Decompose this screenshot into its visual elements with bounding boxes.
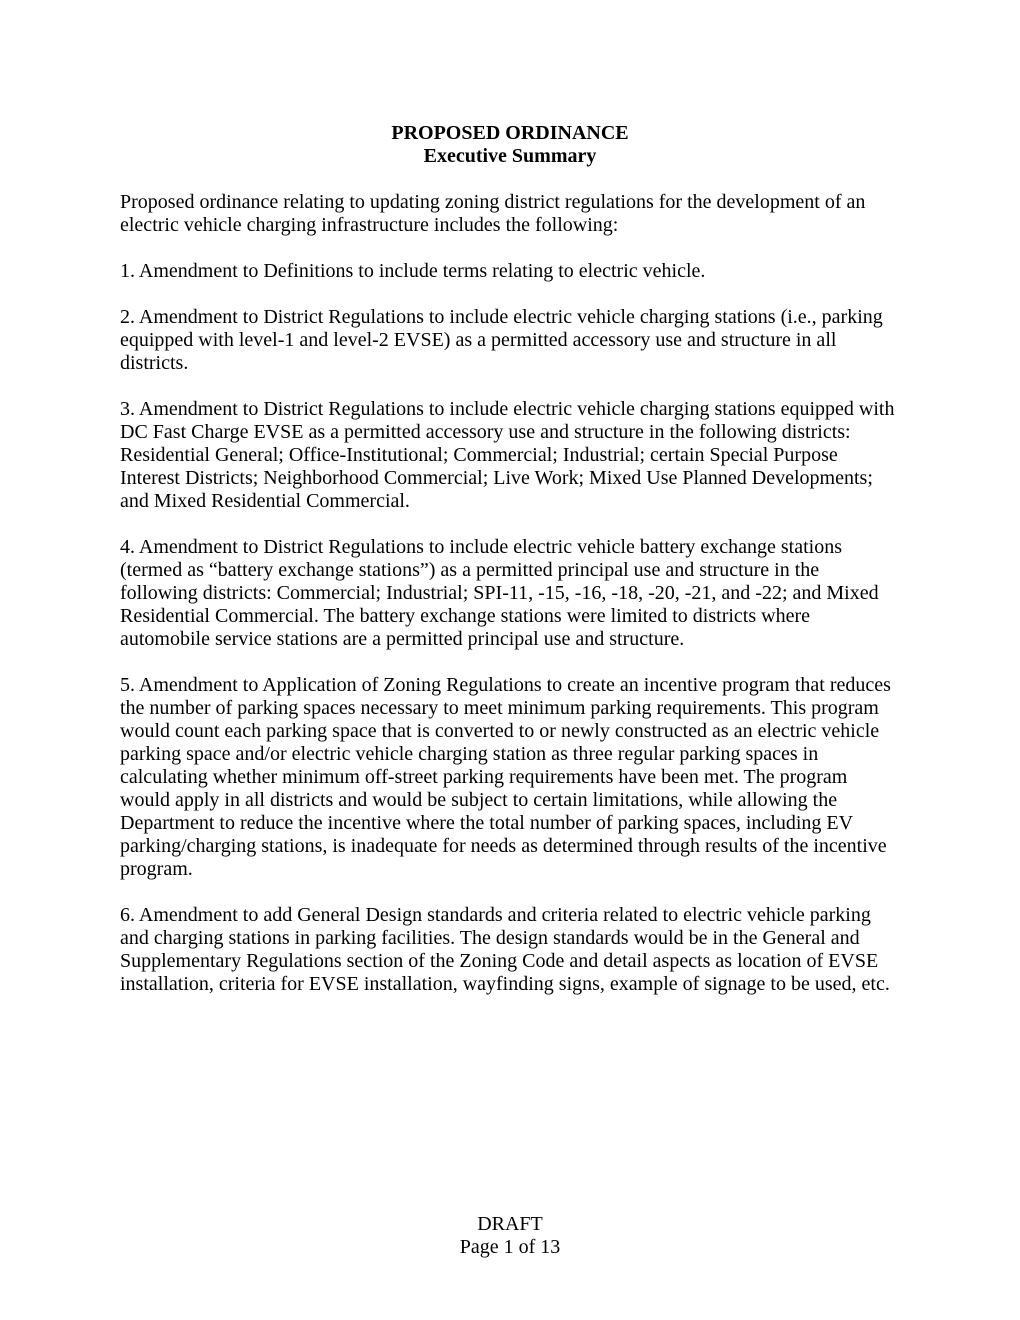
intro-paragraph: Proposed ordinance relating to updating zoning district regulations for the development of an electric vehicle charging infrastructure includes the following: xyxy=(120,191,866,236)
amendment-item-4: 4. Amendment to District Regulations to include electric vehicle battery exchange stations (termed as “battery exchange stations”) as a permitted principal use and structure in the following districts: Commercial; Industrial; SPI-11, -15, -16, -18, -20, -21, and -22; and Mixed Residential Commercial. The battery exchange stations were limited to districts where automobile service stations are a permitted principal use and structure. xyxy=(120,536,879,650)
document-title: PROPOSED ORDINANCE xyxy=(391,122,629,144)
amendment-item-6: 6. Amendment to add General Design standards and criteria related to electric vehicle parking and charging stations in parking facilities. The design standards would be in the General and Supplementary Regulations section of the Zoning Code and detail aspects as location of EVSE installation, criteria for EVSE installation, wayfinding signs, example of signage to be used, etc. xyxy=(120,904,890,995)
draft-label: DRAFT xyxy=(477,1213,543,1235)
page-number: Page 1 of 13 xyxy=(459,1236,561,1258)
page-footer xyxy=(0,1213,1020,1259)
amendment-item-5: 5. Amendment to Application of Zoning Regulations to create an incentive program that reduces the number of parking spaces necessary to meet minimum parking requirements. This program would count each parking space that is converted to or newly constructed as an electric vehicle parking space and/or electric vehicle charging station as three regular parking spaces in calculating whether minimum off-street parking requirements have been met. The program would apply in all districts and would be subject to certain limitations, while allowing the Department to reduce the incentive where the total number of parking spaces, including EV parking/charging stations, is inadequate for needs as determined through results of the incentive program. xyxy=(120,674,891,880)
amendment-item-2: 2. Amendment to District Regulations to include electric vehicle charging stations (i.e., parking equipped with level-1 and level-2 EVSE) as a permitted accessory use and structure in all districts. xyxy=(120,306,883,374)
amendment-item-1: 1. Amendment to Definitions to include terms relating to electric vehicle. xyxy=(120,260,706,282)
document-subtitle: Executive Summary xyxy=(423,145,597,167)
document-body xyxy=(120,122,900,996)
amendment-item-3: 3. Amendment to District Regulations to include electric vehicle charging stations equipped with DC Fast Charge EVSE as a permitted accessory use and structure in the following districts: Residential General; Office-Institutional; Commercial; Industrial; certain Special Purpose Interest Districts; Neighborhood Commercial; Live Work; Mixed Use Planned Developments; and Mixed Residential Commercial. xyxy=(120,398,895,512)
